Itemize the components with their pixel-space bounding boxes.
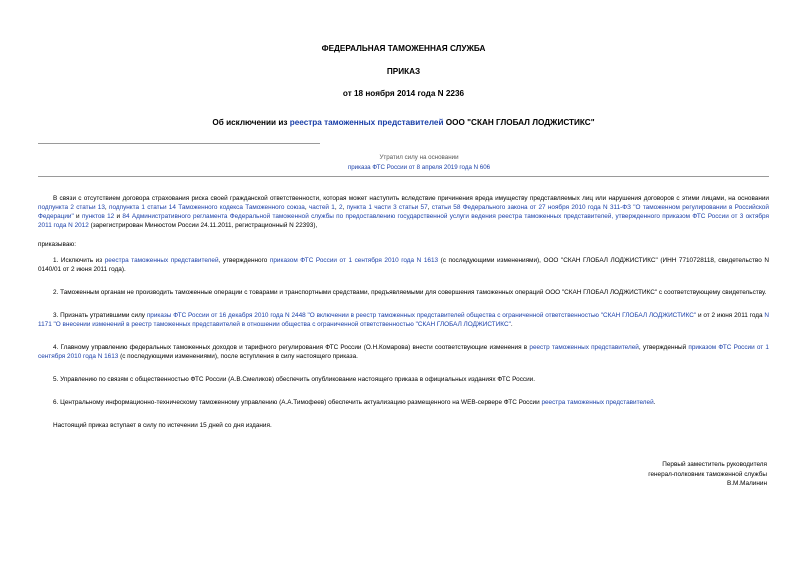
legal-link[interactable]: 2 (338, 204, 343, 211)
agency-name: ФЕДЕРАЛЬНАЯ ТАМОЖЕННАЯ СЛУЖБА (321, 44, 486, 53)
order-body (38, 194, 769, 430)
registry-link[interactable]: реестр таможенных представителей (529, 344, 639, 351)
order-item-4: 4. Главному управлению федеральных таможенных доходов и тарифного регулирования ФТС России (О.Н.Комарова) внести соответствующие изменения в реестр таможенных представителей, утвержденный приказом ФТС России от 1 сентября 2010 года N 1613 (с последующими изменениями), после вступления в силу настоящего приказа. (38, 344, 769, 360)
order-item-2: 2. Таможенным органам не производить таможенные операции с товарами и транспортными средствами, предъявляемыми для совершения таможенных операций ООО "СКАН ГЛОБАЛ ЛОДЖИСТИКС" с соответствующему свидетельству. (53, 289, 767, 296)
order-word: приказываю: (38, 241, 76, 248)
registry-link[interactable]: реестра таможенных представителей (541, 399, 654, 406)
legal-link[interactable]: приказом ФТС России от 1 сентября 2010 года N 1613 (269, 257, 439, 264)
divider-bottom (38, 176, 769, 177)
document-title (0, 118, 807, 127)
signature-block (567, 460, 767, 489)
status-line: Утратил силу на основании (379, 154, 459, 161)
title-suffix: ООО "СКАН ГЛОБАЛ ЛОДЖИСТИКС" (443, 118, 595, 127)
legal-link[interactable]: 84 Административного регламента Федеральной таможенной службы по предоставлению государственной услуги ведения реестра таможенных представителей, утвержденного приказом ФТС России от 3 октября 2011 года N 2012 (38, 213, 770, 229)
legal-link[interactable]: пунктов 12 (81, 213, 115, 220)
divider-top (38, 143, 320, 144)
order-item-5: 5. Управлению по связям с общественностью ФТС России (А.В.Смеликов) обеспечить опубликование настоящего приказа в официальных изданиях ФТС России. (53, 376, 536, 383)
legal-link[interactable]: подпункта 1 статьи 14 Таможенного кодекса Таможенного союза (109, 204, 305, 211)
repeal-order-link[interactable]: приказа ФТС России от 8 апреля 2019 года N 606 (347, 164, 491, 171)
status-note (254, 153, 584, 173)
legal-link[interactable]: статьи 58 Федерального закона от 27 ноября 2010 года N 311-ФЗ "О таможенном регулировании в Российской Федерации" (38, 204, 769, 220)
legal-link[interactable]: приказы ФТС России от 16 декабря 2010 года N 2448 "О включении в реестр таможенных представителей общества с ограниченной ответственностью "СКАН ГЛОБАЛ ЛОДЖИСТИКС" (146, 312, 697, 319)
registry-link[interactable]: реестра таможенных представителей (104, 257, 219, 264)
legal-link[interactable]: N 1171 "О внесении изменений в реестр таможенных представителей в отношении общества с ограниченной ответственностью "СКАН ГЛОБАЛ ЛОДЖИСТИКС" (38, 312, 770, 328)
preamble-paragraph: В связи с отсутствием договора страхования риска своей гражданской ответственности, которая может наступить вследствие причинения вреда имуществу представляемых лиц или нарушения договоров с этими лицами, на основании подпункта 2 статьи 13, подпункта 1 статьи 14 Таможенного кодекса Таможенного союза, частей 1, 2, пункта 1 части 3 статьи 57, статьи 58 Федерального закона от 27 ноября 2010 года N 311-ФЗ "О таможенном регулировании в Российской Федерации" и пунктов 12 и 84 Административного регламента Федеральной таможенной службы по предоставлению государственной услуги ведения реестра таможенных представителей, утвержденного приказом ФТС России от 3 октября 2011 года N 2012 (зарегистрирован Минюстом России 24.11.2011, регистрационный N 22393), (38, 195, 770, 229)
legal-link[interactable]: подпункта 2 статьи 13 (38, 204, 105, 211)
registry-link[interactable]: реестра таможенных представителей (289, 118, 444, 127)
order-item-6: 6. Центральному информационно-техническому таможенному управлению (А.А.Тимофеев) обеспечить актуализацию размещенного на WEB-сервере ФТС России реестра таможенных представителей. (53, 399, 656, 406)
order-item-1: 1. Исключить из реестра таможенных представителей, утвержденного приказом ФТС России от 1 сентября 2010 года N 1613 (с последующими изменениями), ООО "СКАН ГЛОБАЛ ЛОДЖИСТИКС" (ИНН 7710728118, свидетельство N 0140/01 от 2 июня 2011 года). (38, 257, 769, 273)
document-type: ПРИКАЗ (386, 67, 421, 76)
signer-name: В.М.Малинин (726, 480, 767, 488)
order-item-3: 3. Признать утратившими силу приказы ФТС России от 16 декабря 2010 года N 2448 "О включении в реестр таможенных представителей общества с ограниченной ответственностью "СКАН ГЛОБАЛ ЛОДЖИСТИКС" и от 2 июня 2011 года N 1171 "О внесении изменений в реестр таможенных представителей в отношении общества с ограниченной ответственностью "СКАН ГЛОБАЛ ЛОДЖИСТИКС". (38, 312, 770, 328)
title-prefix: Об исключении из (212, 118, 290, 127)
order-item-7: Настоящий приказ вступает в силу по истечении 15 дней со дня издания. (53, 422, 272, 429)
legal-link[interactable]: пункта 1 части 3 статьи 57 (346, 204, 428, 211)
legal-link[interactable]: частей 1 (308, 204, 335, 211)
signer-position: Первый заместитель руководителя (662, 461, 767, 468)
signer-rank: генерал-полковник таможенной службы (648, 470, 767, 478)
legal-link[interactable]: приказом ФТС России от 1 сентября 2010 года N 1613 (38, 344, 769, 360)
document-date-number: от 18 ноября 2014 года N 2236 (342, 89, 465, 98)
